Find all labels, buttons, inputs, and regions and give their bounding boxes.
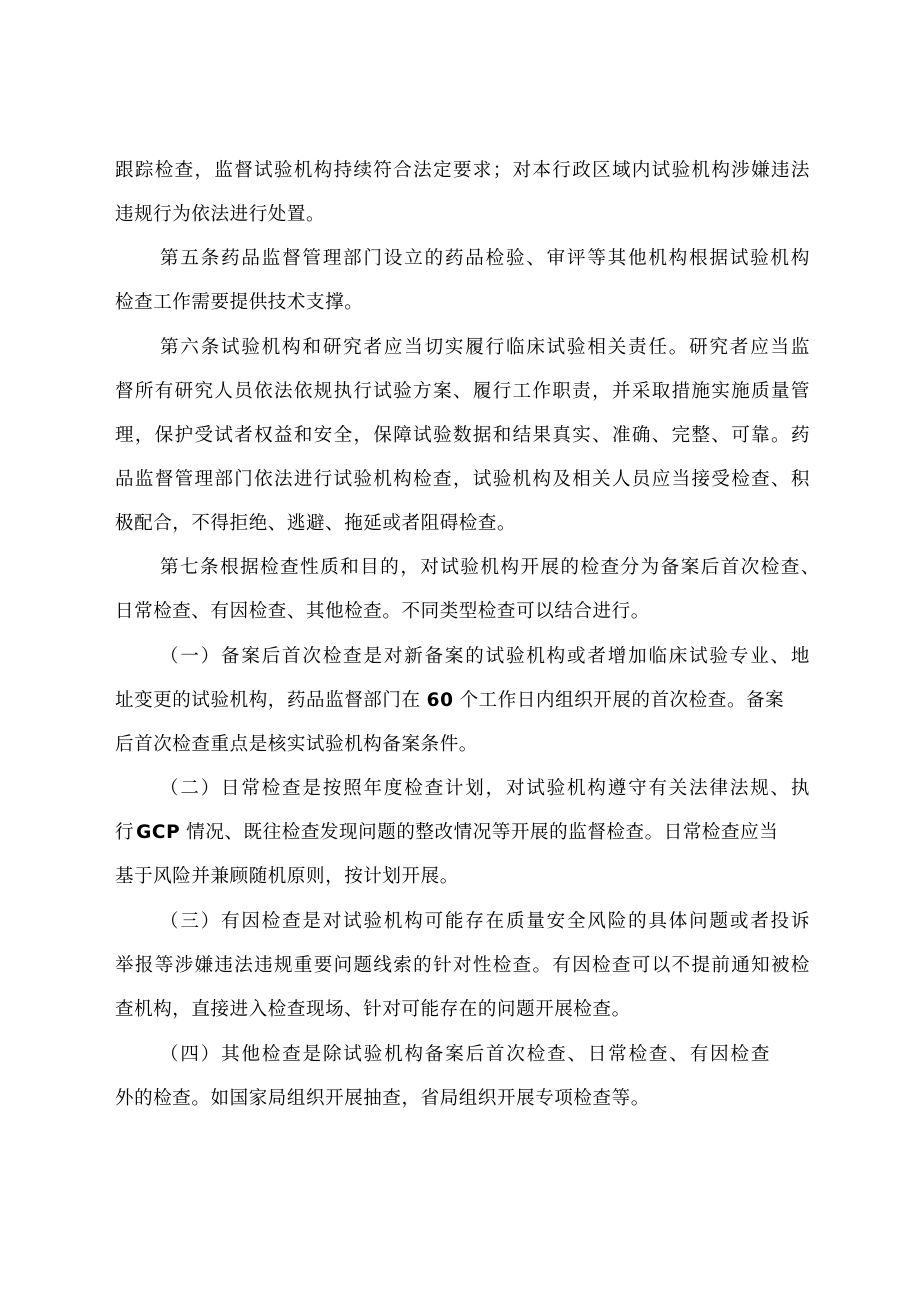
text-line (115, 689, 784, 713)
text-line: 基于风险并兼顾随机原则，按计划开展。 (115, 866, 459, 887)
text-line: 检查工作需要提供技术支撑。 (115, 292, 364, 313)
text-line: （一）备案后首次检查是对新备案的试验机构或者增加临床试验专业、地 (160, 646, 810, 667)
text-segment: 行 (115, 822, 135, 843)
text-line (115, 821, 778, 845)
text-line: 跟踪检查，监督试验机构持续符合法定要求；对本行政区域内试验机构涉嫌违法 (115, 160, 810, 181)
text-line: 品监督管理部门依法进行试验机构检查，试验机构及相关人员应当接受检查、积 (115, 469, 810, 490)
text-line: 第六条试验机构和研究者应当切实履行临床试验相关责任。研究者应当监 (160, 337, 810, 358)
text-line: 督所有研究人员依法依规执行试验方案、履行工作职责，并采取措施实施质量管 (115, 381, 810, 402)
text-line: （三）有因检查是对试验机构可能存在质量安全风险的具体问题或者投诉 (160, 911, 810, 932)
text-line: 举报等涉嫌违法违规重要问题线索的针对性检查。有因检查可以不提前通知被检 (115, 955, 810, 976)
text-line: 理，保护受试者权益和安全，保障试验数据和结果真实、准确、完整、可靠。药 (115, 425, 810, 446)
abbreviation: GCP (136, 822, 181, 843)
text-line: （四）其他检查是除试验机构备案后首次检查、日常检查、有因检查 (160, 1044, 770, 1065)
text-line: 外的检查。如国家局组织开展抽查，省局组织开展专项检查等。 (115, 1088, 650, 1109)
number-value: 60 (426, 690, 454, 711)
text-line: 查机构，直接进入检查现场、针对可能存在的问题开展检查。 (115, 999, 631, 1020)
text-line: 违规行为依法进行处置。 (115, 204, 326, 225)
text-line: 第五条药品监督管理部门设立的药品检验、审评等其他机构根据试验机构 (160, 248, 810, 269)
text-line: （二）日常检查是按照年度检查计划，对试验机构遵守有关法律法规、执 (160, 778, 810, 799)
text-line: 极配合，不得拒绝、逃避、拖延或者阻碍检查。 (115, 513, 517, 534)
text-line: 日常检查、有因检查、其他检查。不同类型检查可以结合进行。 (115, 601, 650, 622)
text-line: 第七条根据检查性质和目的，对试验机构开展的检查分为备案后首次检查、 (160, 557, 820, 578)
text-segment: 个工作日内组织开展的首次检查。备案 (459, 690, 785, 711)
text-line: 后首次检查重点是核实试验机构备案条件。 (115, 734, 478, 755)
text-segment: 址变更的试验机构，药品监督部门在 (115, 690, 421, 711)
text-segment: 情况、既往检查发现问题的整改情况等开展的监督检查。日常检查应当 (186, 822, 779, 843)
